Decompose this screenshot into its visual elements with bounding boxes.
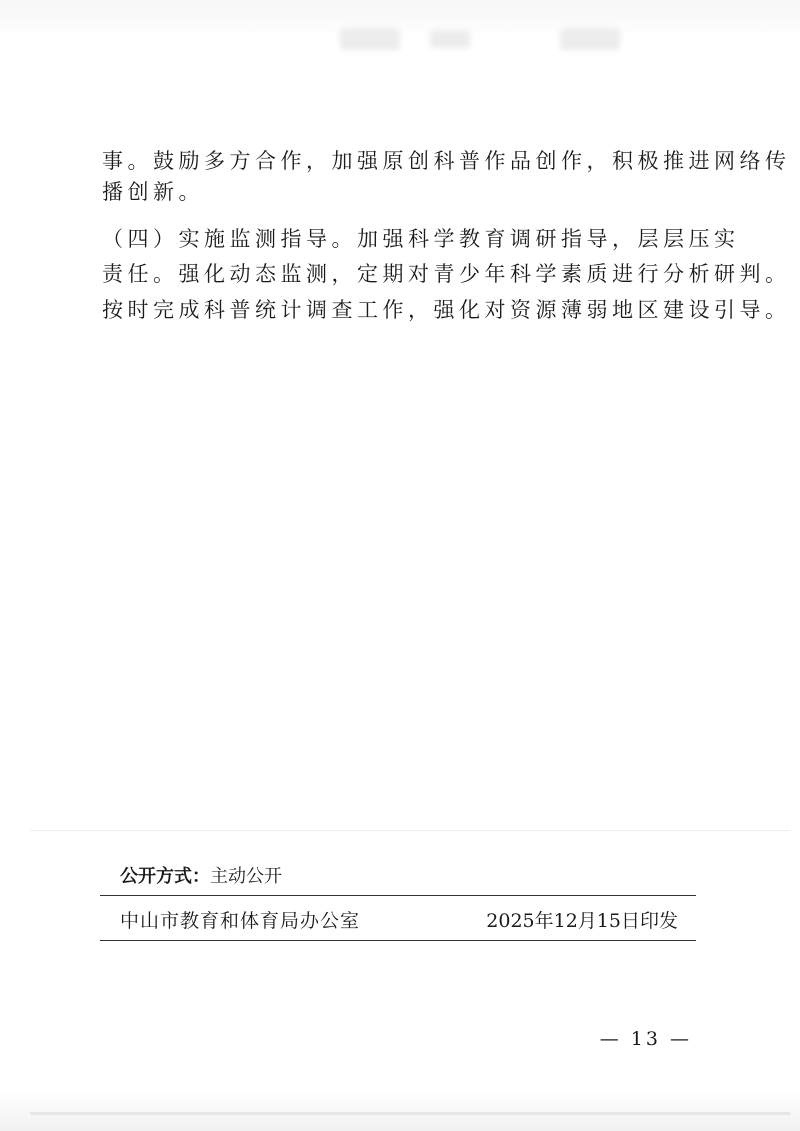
bleed-through-mark [340,28,400,50]
disclosure-method [120,862,282,888]
body-line: 事。鼓励多方合作，加强原创科普作品创作，积极推进网络传 [102,149,791,173]
bleed-through-mark [560,28,620,50]
body-line: 按时完成科普统计调查工作，强化对资源薄弱地区建设引导。 [102,298,791,322]
body-line: 责任。强化动态监测，定期对青少年科学素质进行分析研判。 [102,262,791,286]
disclosure-label: 公开方式： [120,866,210,887]
disclosure-value: 主动公开 [210,866,282,887]
page-number: — 13 — [599,1028,692,1050]
footer-rule-top [100,895,696,896]
print-date: 2025年12月15日印发 [486,910,678,932]
scan-artifact-line [30,1112,790,1115]
issuing-office: 中山市教育和体育局办公室 [120,910,361,932]
footer-rule-bottom [100,940,696,941]
body-line: 播创新。 [102,180,204,204]
bleed-through-mark [430,30,470,48]
body-line: （四）实施监测指导。加强科学教育调研指导，层层压实 [102,227,740,251]
scan-artifact-line [30,830,790,831]
